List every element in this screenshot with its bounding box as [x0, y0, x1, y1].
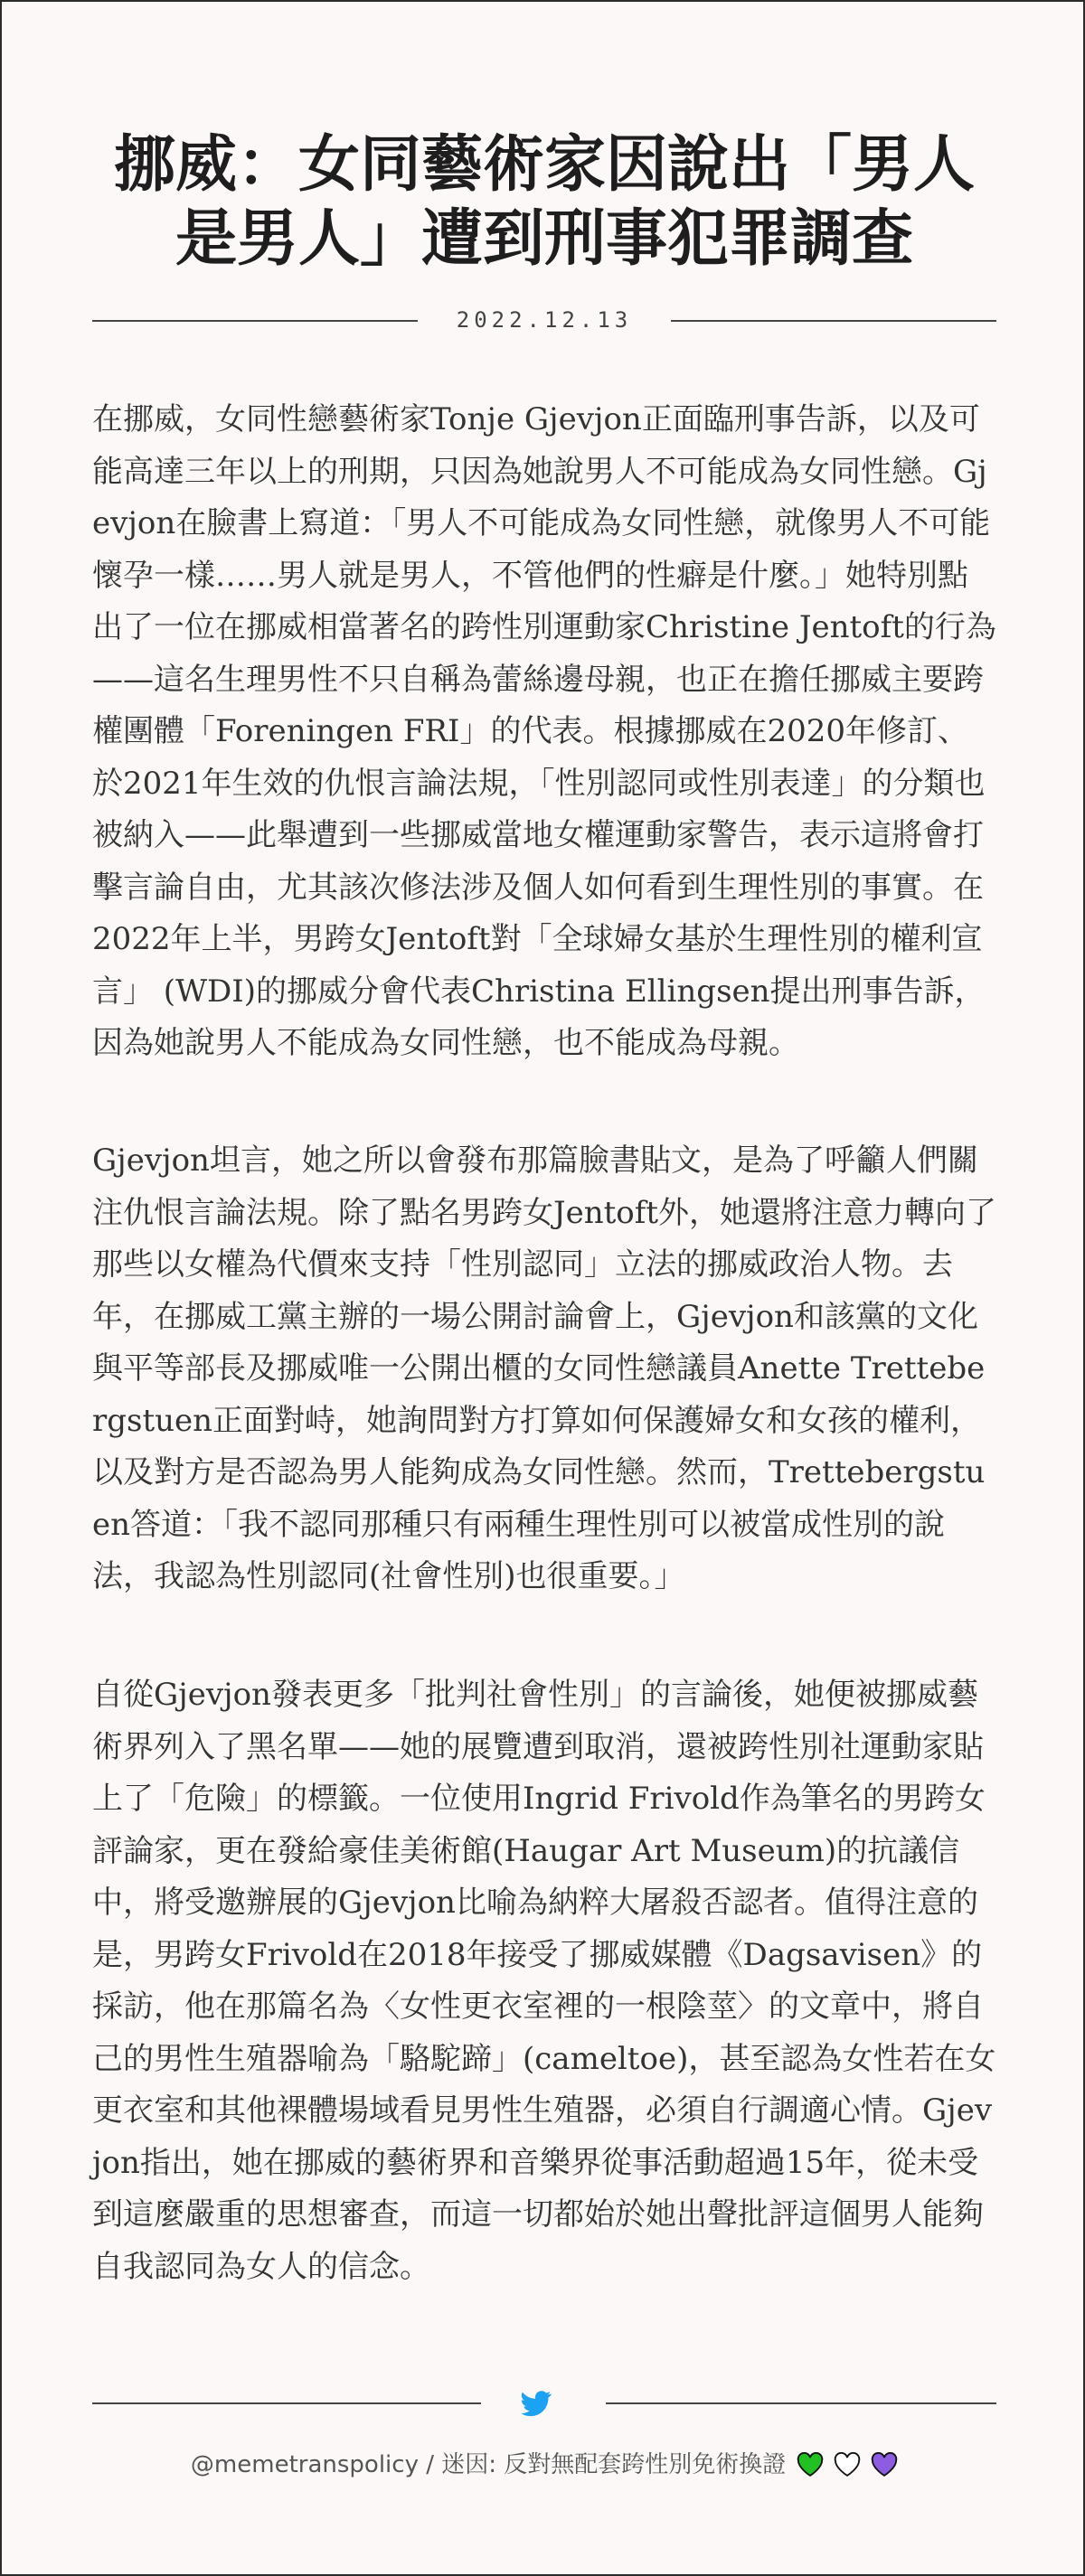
article-title: 挪威：女同藝術家因說出「男人是男人」遭到刑事犯罪調查: [113, 129, 975, 275]
footer-credit: [92, 2446, 996, 2479]
white-heart-icon: [834, 2452, 861, 2477]
article-paragraph-1: 在挪威，女同性戀藝術家Tonje Gjevjon正面臨刑事告訴，以及可能高達三年以上的刑期，只因為她說男人不可能成為女同性戀。Gjevjon在臉書上寫道：「男人不可能成為女同性戀，就像男人不可能懷孕一樣……男人就是男人，不管他們的性癖是什麼。」她特別點出了一位在挪威相當著名的跨性別運動家Christine Jentoft的行為——這名生理男性不只自稱為蕾絲邊母親，也正在擔任挪威主要跨權團體「Foreningen FRI」的代表。根據挪威在2020年修訂、於2021年生效的仇恨言論法規，「性別認同或性別表達」的分類也被納入——此舉遭到一些挪威當地女權運動家警告，表示這將會打擊言論自由，尤其該次修法涉及個人如何看到生理性別的事實。在2022年上半，男跨女Jentoft對「全球婦女基於生理性別的權利宣言」 (WDI)的挪威分會代表Christina Ellingsen提出刑事告訴，因為她說男人不能成為女同性戀，也不能成為母親。: [92, 401, 996, 1061]
footer-handle-text: @memetranspolicy / 迷因: 反對無配套跨性別免術換證: [190, 2451, 787, 2478]
footer-divider-right: [606, 2402, 996, 2404]
date-divider-left: [92, 320, 418, 322]
green-heart-icon: [797, 2452, 824, 2477]
twitter-bird-icon[interactable]: [519, 2388, 553, 2419]
article-paragraph-2: Gjevjon坦言，她之所以會發布那篇臉書貼文，是為了呼籲人們關注仇恨言論法規。除了點名男跨女Jentoft外，她還將注意力轉向了那些以女權為代價來支持「性別認同」立法的挪威政治人物。去年，在挪威工黨主辦的一場公開討論會上，Gjevjon和該黨的文化與平等部長及挪威唯一公開出櫃的女同性戀議員Anette Trettebergstuen正面對峙，她詢問對方打算如何保護婦女和女孩的權利，以及對方是否認為男人能夠成為女同性戀。然而，Trettebergstuen答道：「我不認同那種只有兩種生理性別可以被當成性別的說法，我認為性別認同(社會性別)也很重要。」: [92, 1142, 997, 1594]
footer-divider-left: [92, 2402, 481, 2404]
purple-heart-icon: [871, 2452, 898, 2477]
date-divider-right: [671, 320, 996, 322]
article-date: 2022.12.13: [456, 307, 633, 333]
article-paragraph-3: 自從Gjevjon發表更多「批判社會性別」的言論後，她便被挪威藝術界列入了黑名單——她的展覽遭到取消，還被跨性別社運動家貼上了「危險」的標籤。一位使用Ingrid Frivold作為筆名的男跨女評論家，更在發給豪佳美術館(Haugar Art Museum)的抗議信中，將受邀辦展的Gjevjon比喻為納粹大屠殺否認者。值得注意的是，男跨女Frivold在2018年接受了挪威媒體《Dagsavisen》的採訪，他在那篇名為〈女性更衣室裡的一根陰莖〉的文章中，將自己的男性生殖器喻為「駱駝蹄」(cameltoe)，甚至認為女性若在女更衣室和其他裸體場域看見男性生殖器，必須自行調適心情。Gjevjon指出，她在挪威的藝術界和音樂界從事活動超過15年，從未受到這麼嚴重的思想審查，而這一切都始於她出聲批評這個男人能夠自我認同為女人的信念。: [92, 1677, 996, 2285]
